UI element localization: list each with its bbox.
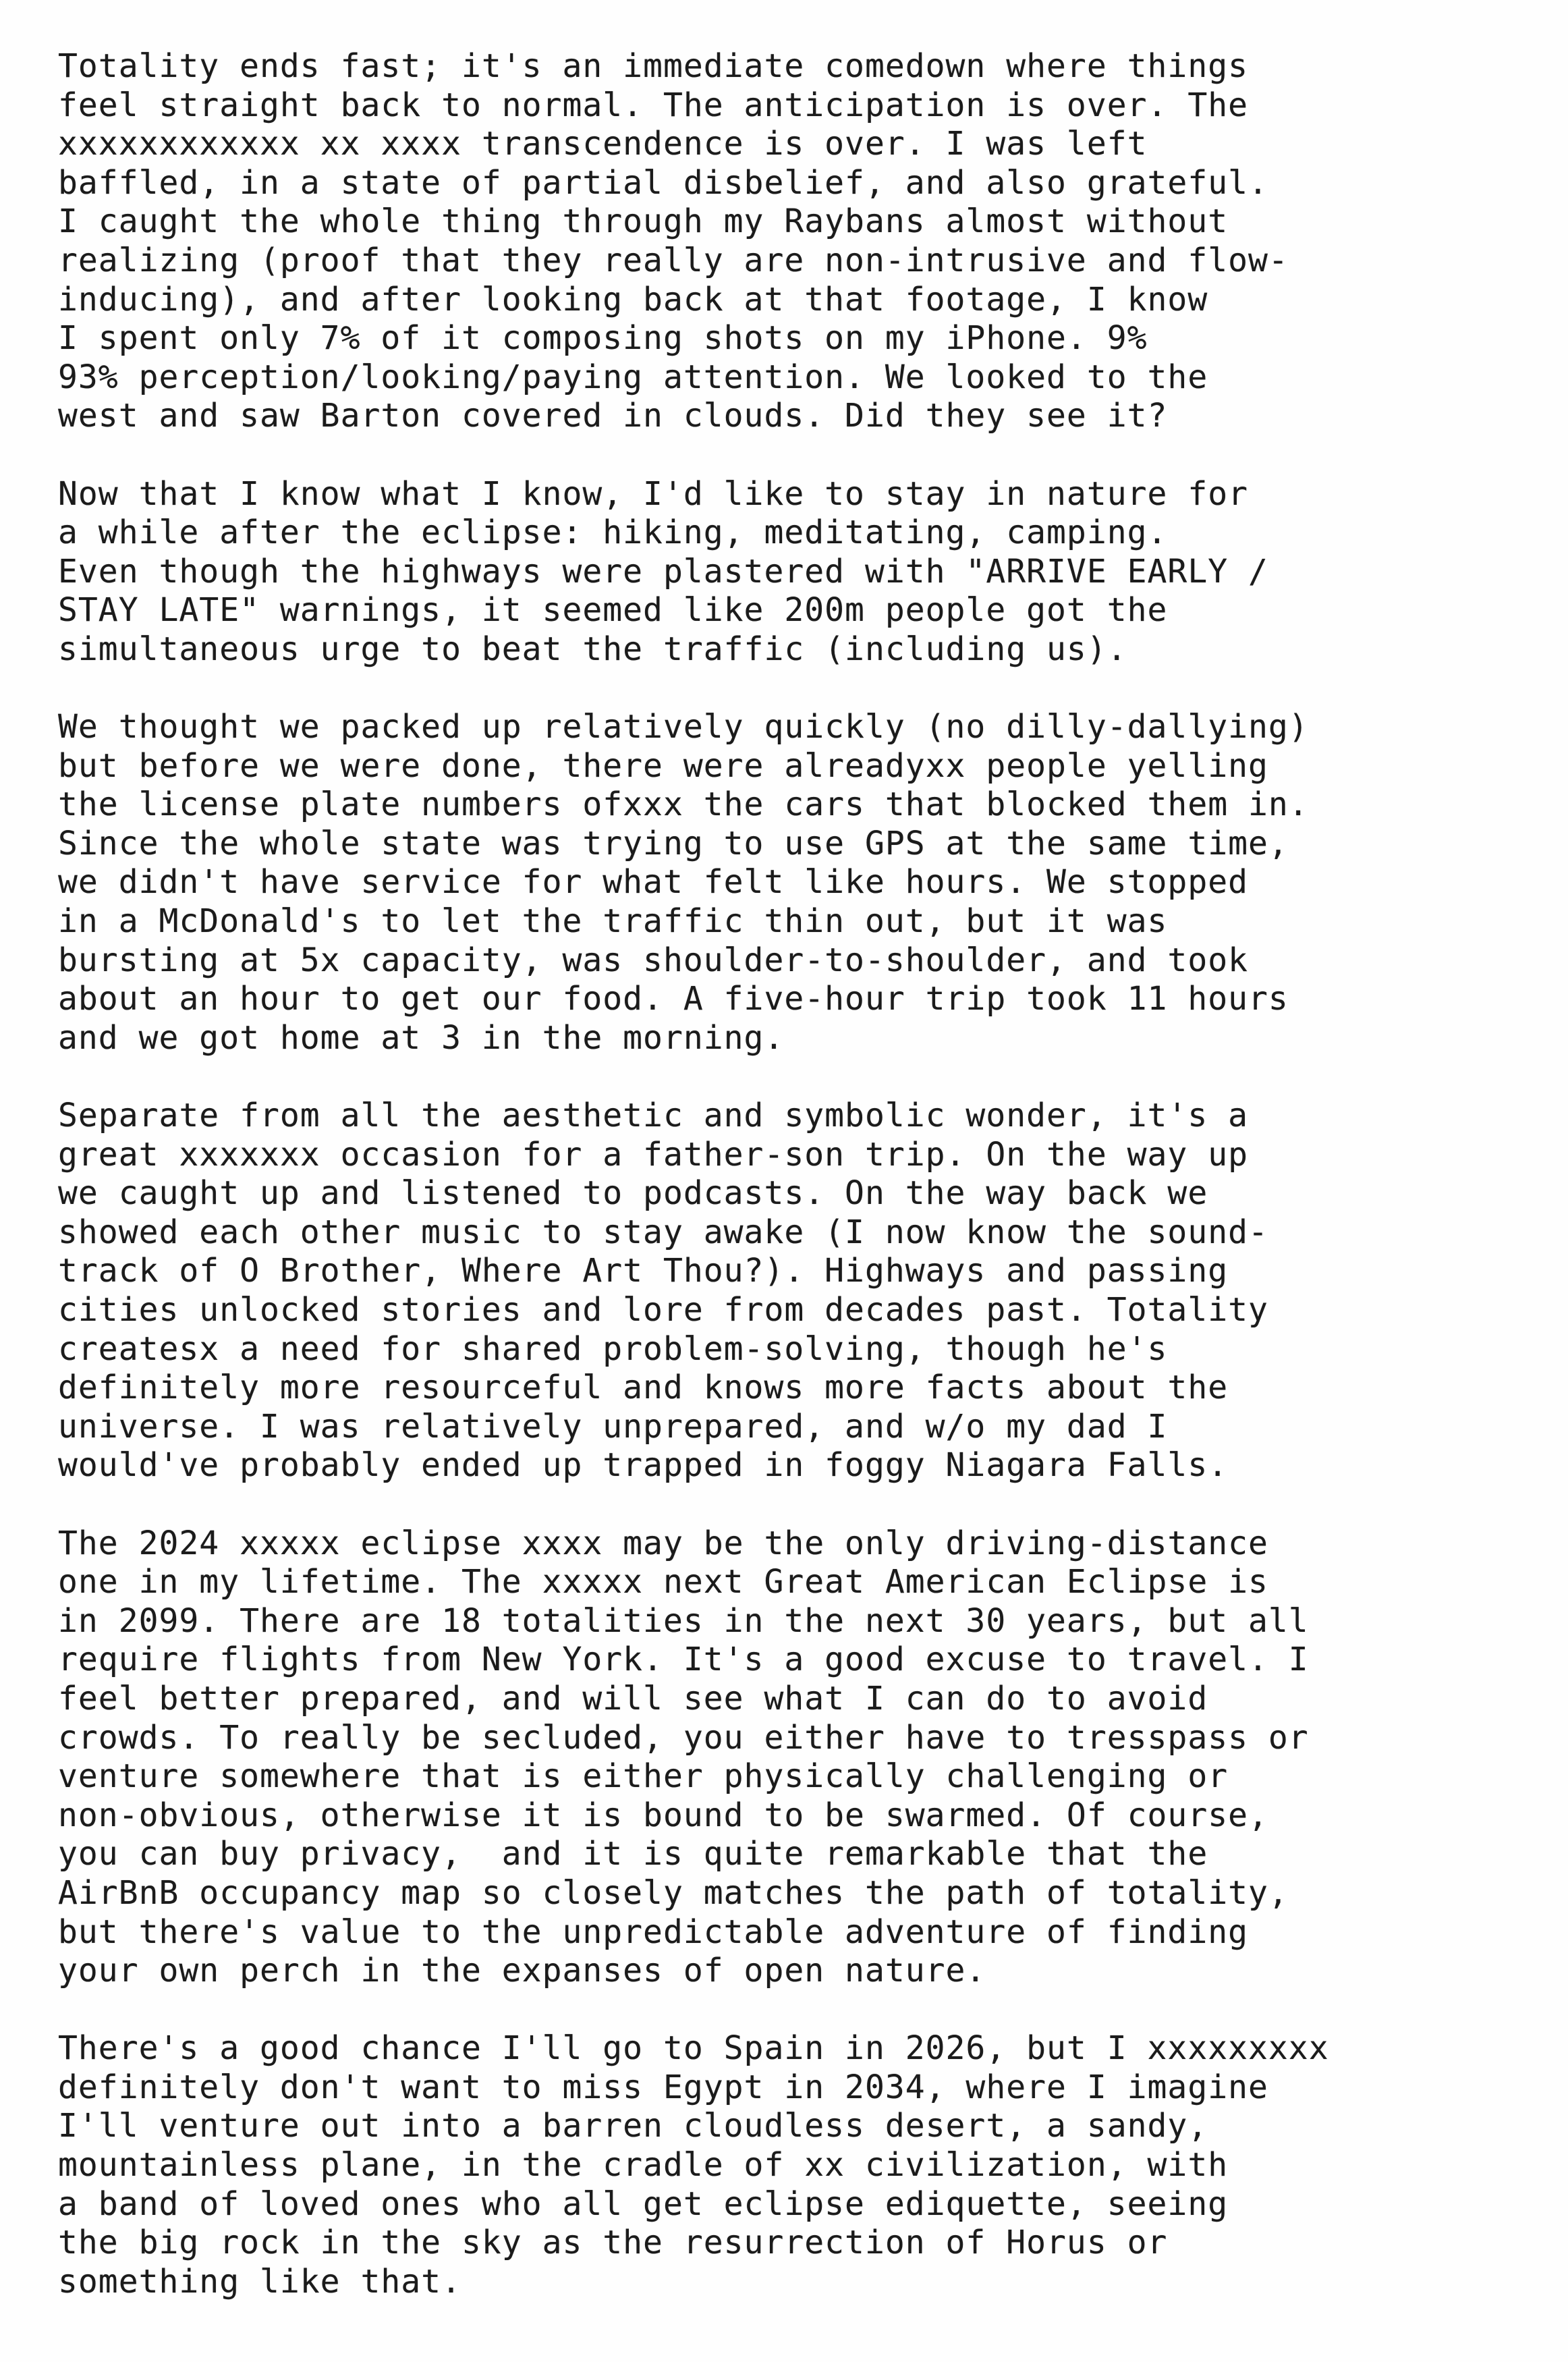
text-line: realizing (proof that they really are non-intrusive and flow- [58, 241, 1289, 279]
text-line: a while after the eclipse: hiking, meditating, camping. [58, 514, 1168, 552]
text-line: your own perch in the expanses of open nature. [58, 1952, 986, 1990]
text-line: non-obvious, otherwise it is bound to be swarmed. Of course, [58, 1796, 1268, 1834]
paragraph [58, 475, 1529, 669]
text-line: I'll venture out into a barren cloudless desert, a sandy, [58, 2107, 1208, 2145]
text-line: 93% perception/looking/paying attention. We looked to the [58, 358, 1208, 396]
text-line: a band of loved ones who all get eclipse ediquette, seeing [58, 2185, 1229, 2223]
paragraph [58, 2029, 1529, 2301]
text-line: There's a good chance I'll go to Spain in 2026, but I xxxxxxxxx [58, 2029, 1329, 2068]
paragraph [58, 1525, 1529, 1991]
text-line: Separate from all the aesthetic and symbolic wonder, it's a [58, 1097, 1249, 1135]
paragraph [58, 1097, 1529, 1485]
text-line: universe. I was relatively unprepared, and w/o my dad I [58, 1407, 1168, 1446]
text-line: require flights from New York. It's a good excuse to travel. I [58, 1641, 1309, 1679]
text-line: definitely more resourceful and knows more facts about the [58, 1369, 1229, 1407]
text-line: you can buy privacy, and it is quite remarkable that the [58, 1835, 1208, 1873]
text-line: AirBnB occupancy map so closely matches the path of totality, [58, 1873, 1289, 1912]
text-line: we didn't have service for what felt like hours. We stopped [58, 863, 1249, 902]
text-line: the license plate numbers ofxxx the cars that blocked them in. [58, 786, 1309, 824]
text-line: one in my lifetime. The xxxxx next Great American Eclipse is [58, 1563, 1268, 1601]
text-line: venture somewhere that is either physically challenging or [58, 1757, 1229, 1796]
text-line: Totality ends fast; it's an immediate comedown where things [58, 47, 1249, 85]
text-line: Since the whole state was trying to use GPS at the same time, [58, 824, 1289, 862]
text-line: createsx a need for shared problem-solving, though he's [58, 1329, 1168, 1368]
text-line: The 2024 xxxxx eclipse xxxx may be the only driving-distance [58, 1524, 1268, 1562]
text-line: simultaneous urge to beat the traffic (including us). [58, 630, 1127, 668]
text-line: definitely don't want to miss Egypt in 2034, where I imagine [58, 2068, 1268, 2106]
text-line: inducing), and after looking back at that footage, I know [58, 280, 1208, 319]
text-line: We thought we packed up relatively quickly (no dilly-dallying) [58, 708, 1309, 746]
paragraph [58, 47, 1529, 436]
text-line: STAY LATE" warnings, it seemed like 200m people got the [58, 591, 1168, 630]
text-line: I caught the whole thing through my Raybans almost without [58, 202, 1229, 241]
text-line: feel straight back to normal. The anticipation is over. The [58, 86, 1249, 124]
text-line: track of O Brother, Where Art Thou?). Highways and passing [58, 1252, 1229, 1290]
text-line: in a McDonald's to let the traffic thin out, but it was [58, 902, 1168, 941]
paragraph [58, 708, 1529, 1058]
text-line: bursting at 5x capacity, was shoulder-to-shoulder, and took [58, 941, 1249, 979]
text-line: something like that. [58, 2262, 461, 2301]
text-line: feel better prepared, and will see what I can do to avoid [58, 1679, 1208, 1718]
text-line: we caught up and listened to podcasts. On the way back we [58, 1174, 1208, 1213]
text-line: but there's value to the unpredictable adventure of finding [58, 1913, 1249, 1951]
text-line: west and saw Barton covered in clouds. Did they see it? [58, 397, 1168, 435]
text-line: the big rock in the sky as the resurrection of Horus or [58, 2224, 1168, 2262]
text-line: baffled, in a state of partial disbelief, and also grateful. [58, 163, 1268, 202]
text-line: Now that I know what I know, I'd like to stay in nature for [58, 474, 1249, 513]
text-line: I spent only 7% of it composing shots on my iPhone. 9% [58, 319, 1148, 358]
text-line: and we got home at 3 in the morning. [58, 1018, 785, 1057]
text-line: but before we were done, there were alreadyxx people yelling [58, 746, 1268, 785]
text-line: cities unlocked stories and lore from decades past. Totality [58, 1291, 1268, 1329]
text-line: showed each other music to stay awake (I now know the sound- [58, 1213, 1268, 1251]
text-line: crowds. To really be secluded, you either have to tresspass or [58, 1718, 1309, 1757]
text-line: xxxxxxxxxxxx xx xxxx transcendence is over. I was left [58, 125, 1148, 163]
text-line: Even though the highways were plastered with "ARRIVE EARLY / [58, 552, 1268, 590]
text-line: about an hour to get our food. A five-hour trip took 11 hours [58, 980, 1289, 1018]
text-line: in 2099. There are 18 totalities in the next 30 years, but all [58, 1601, 1309, 1640]
text-line: mountainless plane, in the cradle of xx civilization, with [58, 2146, 1229, 2185]
text-line: great xxxxxxx occasion for a father-son trip. On the way up [58, 1135, 1249, 1174]
text-line: would've probably ended up trapped in foggy Niagara Falls. [58, 1446, 1229, 1485]
typewritten-text [58, 47, 1529, 2340]
